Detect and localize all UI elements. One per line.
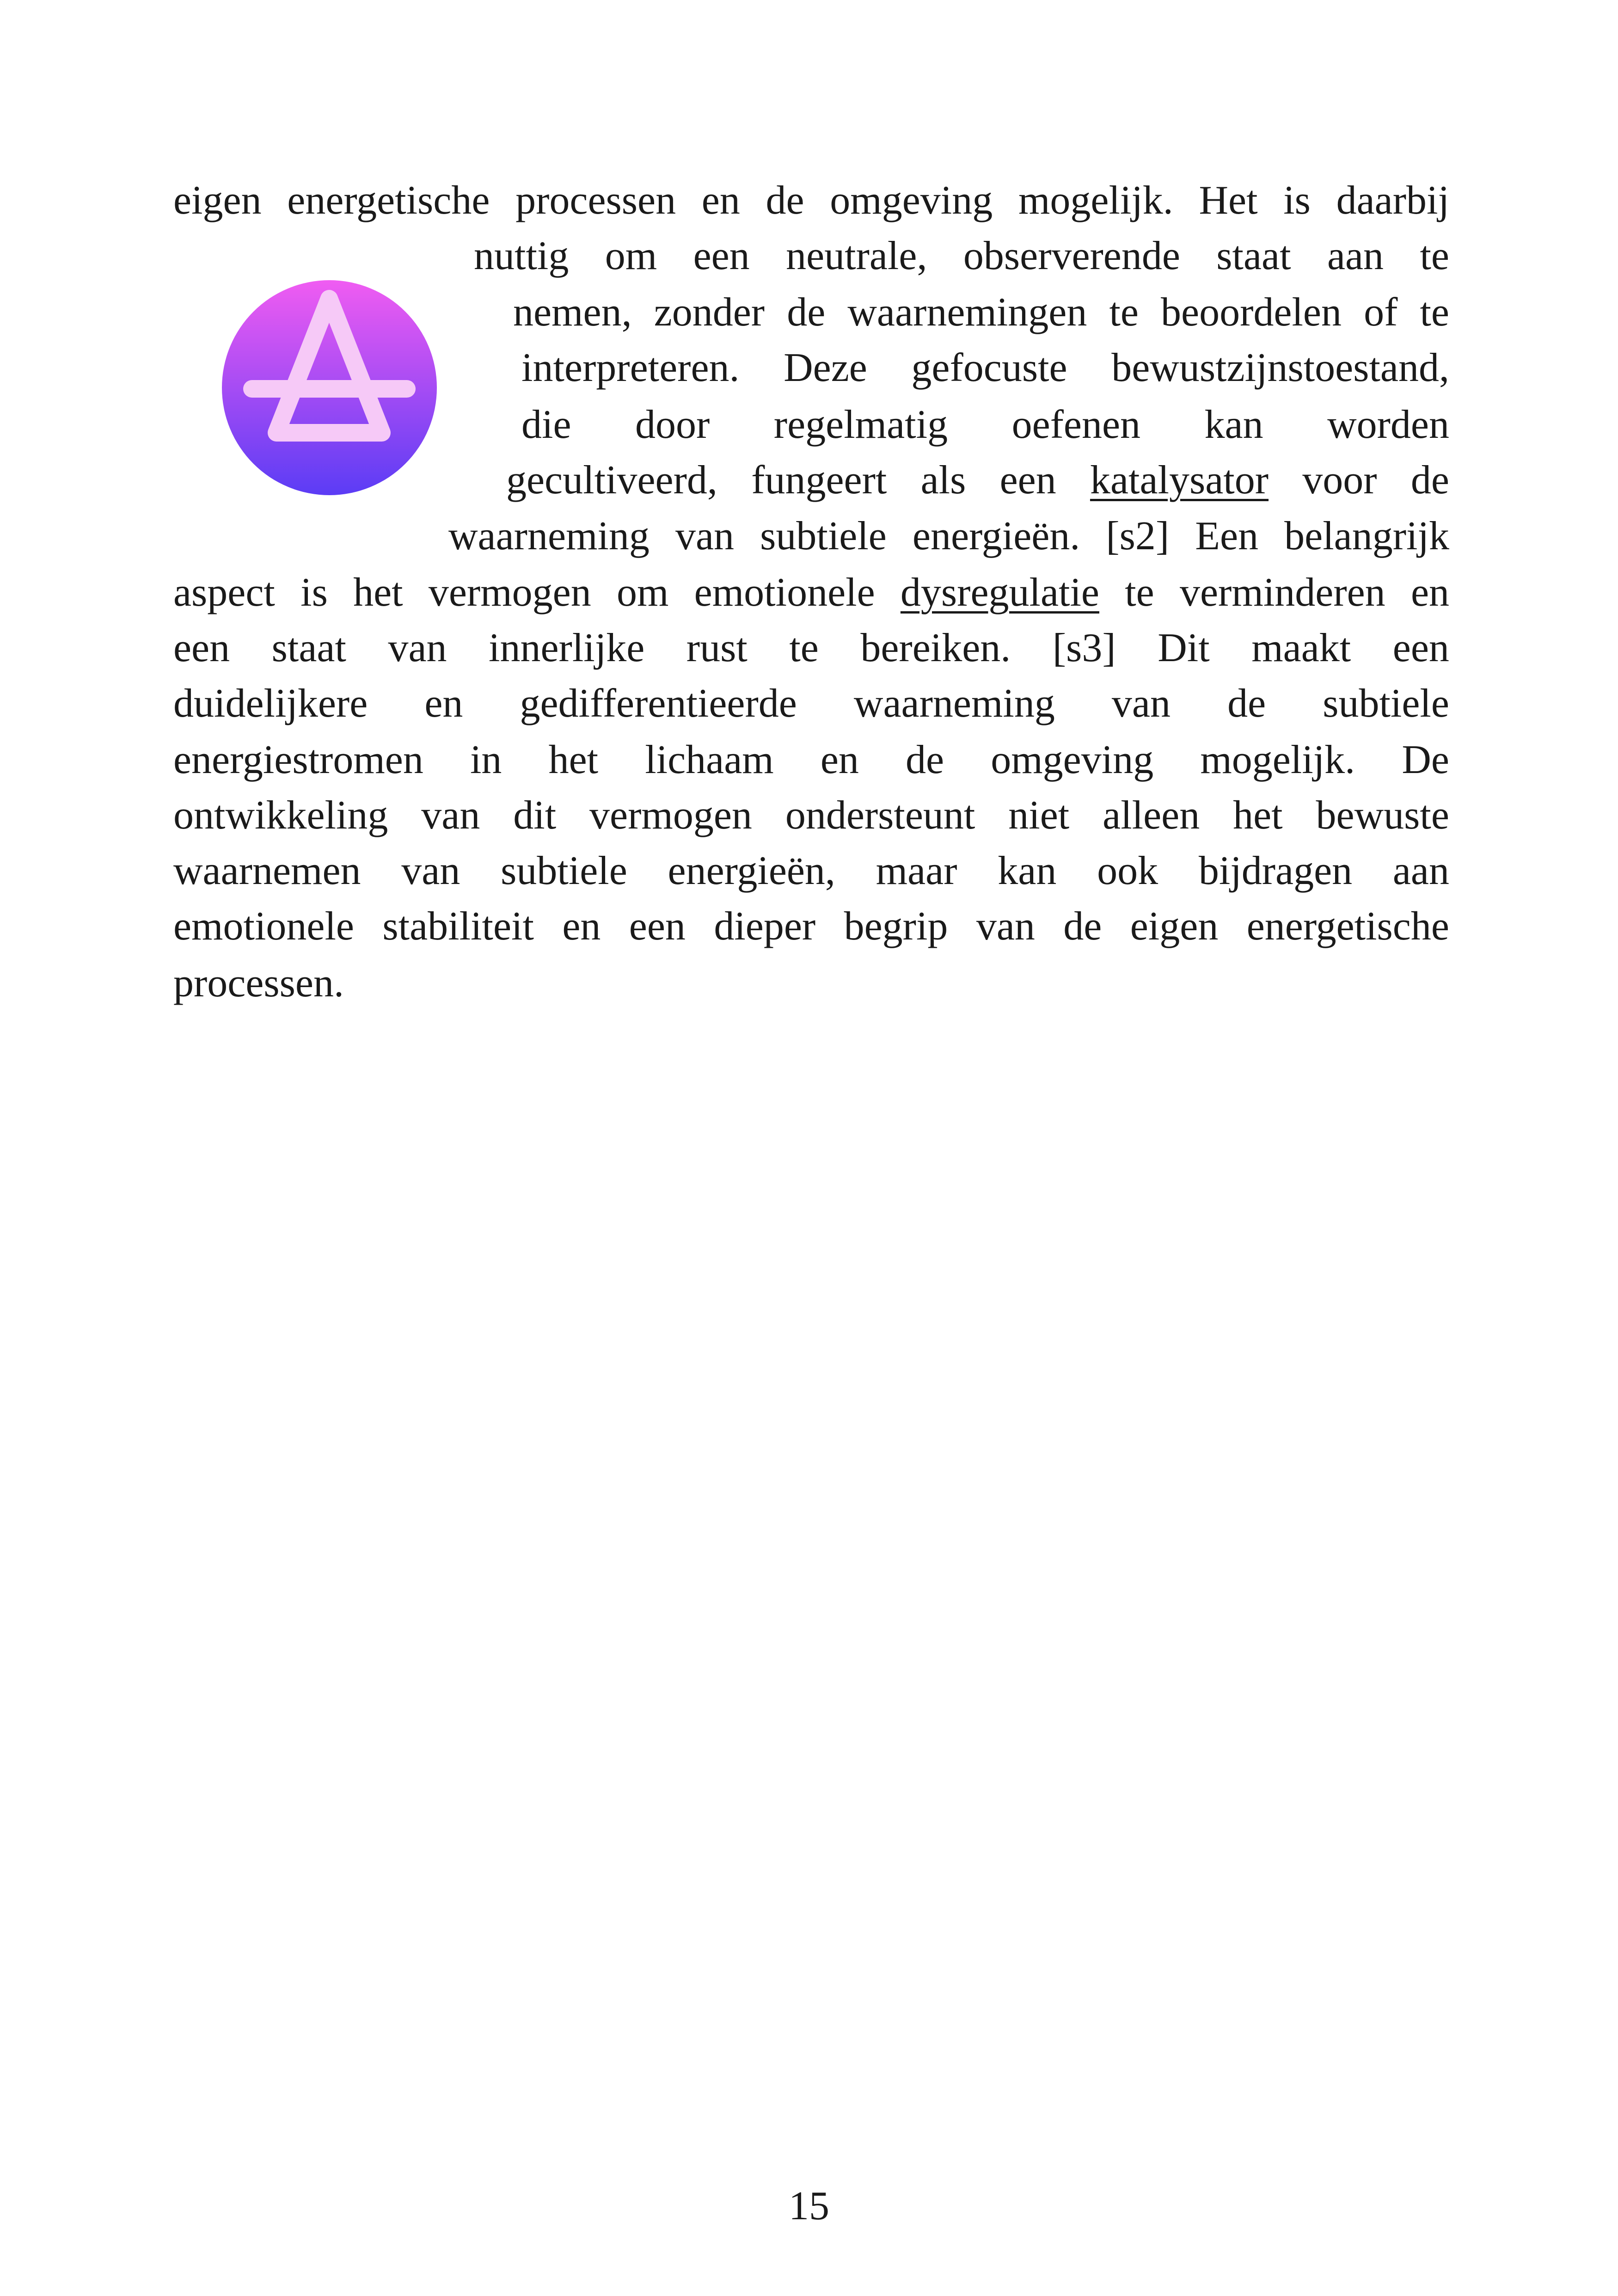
word: van xyxy=(1111,681,1171,726)
word: verminderen xyxy=(1180,570,1385,615)
word: gedifferentieerde xyxy=(520,681,797,726)
word: Deze xyxy=(784,345,867,390)
word: dit xyxy=(513,793,557,838)
text-line xyxy=(474,233,1449,278)
word: bijdragen xyxy=(1198,848,1353,893)
word: te xyxy=(1420,233,1449,278)
word: is xyxy=(1283,178,1311,223)
word: energetische xyxy=(287,178,490,223)
word: belangrijk xyxy=(1284,514,1449,559)
word: als xyxy=(920,458,966,503)
word: innerlijke xyxy=(489,626,645,670)
word: de xyxy=(787,290,826,335)
page-number: 15 xyxy=(789,2184,829,2228)
word: energetische xyxy=(1246,904,1449,949)
word: van xyxy=(675,514,735,559)
word: de xyxy=(906,737,944,782)
word: en xyxy=(1410,570,1449,615)
word: Een xyxy=(1195,514,1259,559)
word: fungeert xyxy=(751,458,887,503)
word: is xyxy=(300,570,328,615)
word: begrip xyxy=(844,904,948,949)
word: omgeving xyxy=(830,178,993,223)
word: observerende xyxy=(963,233,1180,278)
air-element-icon xyxy=(222,280,437,495)
text-line xyxy=(173,180,1449,221)
word: om xyxy=(616,570,669,615)
word: mogelijk. xyxy=(1018,178,1173,223)
word: Dit xyxy=(1158,626,1210,670)
word: eigen xyxy=(1130,904,1219,949)
word: daarbij xyxy=(1336,178,1449,223)
word: bewuste xyxy=(1316,793,1449,838)
text-line xyxy=(173,737,1449,782)
word: ook xyxy=(1097,848,1158,893)
word: beoordelen xyxy=(1161,290,1342,335)
word: emotionele xyxy=(694,570,875,615)
word: waarneming xyxy=(853,681,1055,726)
word: in xyxy=(470,737,502,782)
underlined-word: katalysator xyxy=(1090,458,1269,503)
word: het xyxy=(353,570,403,615)
word: emotionele xyxy=(173,904,354,949)
underlined-word: dysregulatie xyxy=(900,570,1099,615)
word: processen. xyxy=(173,961,344,1006)
word: worden xyxy=(1327,402,1449,447)
word: De xyxy=(1402,737,1449,782)
word: interpreteren. xyxy=(521,345,740,390)
word: om xyxy=(605,233,657,278)
word: [s3] xyxy=(1052,626,1116,670)
text-line xyxy=(173,628,1449,669)
text-line xyxy=(506,460,1449,501)
text-line xyxy=(513,292,1449,333)
word: te xyxy=(789,626,819,670)
word: subtiele xyxy=(760,514,887,559)
word: aan xyxy=(1392,848,1449,893)
text-line xyxy=(173,795,1449,836)
word: duidelijkere xyxy=(173,681,368,726)
word: van xyxy=(976,904,1035,949)
text-line xyxy=(521,402,1449,447)
word: en xyxy=(424,681,463,726)
word: de xyxy=(1063,904,1102,949)
word: maakt xyxy=(1251,626,1351,670)
word: de xyxy=(766,178,804,223)
word: een xyxy=(1392,626,1449,670)
word: bewustzijnstoestand, xyxy=(1111,345,1449,390)
word: kan xyxy=(1204,402,1263,447)
word: te xyxy=(1125,570,1154,615)
word: gefocuste xyxy=(911,345,1067,390)
word: energieën. xyxy=(912,514,1080,559)
word: regelmatig xyxy=(773,402,948,447)
word: een xyxy=(693,233,750,278)
word: waarneming xyxy=(448,514,650,559)
word: staat xyxy=(1216,233,1291,278)
word: gecultiveerd, xyxy=(506,458,717,503)
word: bereiken. xyxy=(860,626,1011,670)
word: die xyxy=(521,402,571,447)
word: neutrale, xyxy=(786,233,927,278)
word: het xyxy=(548,737,599,782)
word: van xyxy=(388,626,447,670)
text-line xyxy=(173,848,1449,893)
word: en xyxy=(562,904,601,949)
word: van xyxy=(401,848,460,893)
word: alleen xyxy=(1103,793,1200,838)
word: omgeving xyxy=(991,737,1154,782)
word: de xyxy=(1410,458,1449,503)
word: energieën, xyxy=(668,848,835,893)
word: een xyxy=(629,904,686,949)
word: vermogen xyxy=(589,793,752,838)
word: eigen xyxy=(173,178,262,223)
text-line xyxy=(173,963,1449,1004)
word: subtiele xyxy=(1323,681,1449,726)
word: het xyxy=(1233,793,1283,838)
word: maar xyxy=(876,848,957,893)
word: staat xyxy=(271,626,346,670)
word: te xyxy=(1420,290,1449,335)
word: lichaam xyxy=(645,737,774,782)
word: Het xyxy=(1199,178,1258,223)
text-line xyxy=(521,345,1449,390)
word: energiestromen xyxy=(173,737,423,782)
word: processen xyxy=(515,178,676,223)
word: zonder xyxy=(654,290,765,335)
word: waarnemingen xyxy=(847,290,1087,335)
word: te xyxy=(1109,290,1139,335)
text-line xyxy=(173,906,1449,947)
word: nuttig xyxy=(474,233,569,278)
word: stabiliteit xyxy=(382,904,534,949)
text-line xyxy=(173,683,1449,724)
word: aan xyxy=(1327,233,1384,278)
word: een xyxy=(999,458,1056,503)
word: [s2] xyxy=(1106,514,1170,559)
word: dieper xyxy=(714,904,816,949)
word: ondersteunt xyxy=(785,793,975,838)
word: voor xyxy=(1302,458,1377,503)
word: de xyxy=(1227,681,1266,726)
word: en xyxy=(820,737,859,782)
word: van xyxy=(421,793,480,838)
word: of xyxy=(1364,290,1398,335)
word: waarnemen xyxy=(173,848,361,893)
word: kan xyxy=(998,848,1057,893)
word: vermogen xyxy=(428,570,591,615)
text-line xyxy=(448,516,1449,557)
word: een xyxy=(173,626,230,670)
word: subtiele xyxy=(501,848,627,893)
word: door xyxy=(635,402,710,447)
word: rust xyxy=(686,626,748,670)
text-line xyxy=(173,572,1449,613)
word: aspect xyxy=(173,570,275,615)
word: mogelijk. xyxy=(1200,737,1355,782)
word: oefenen xyxy=(1011,402,1141,447)
word: niet xyxy=(1008,793,1070,838)
word: ontwikkeling xyxy=(173,793,388,838)
word: en xyxy=(701,178,740,223)
word: nemen, xyxy=(513,290,632,335)
